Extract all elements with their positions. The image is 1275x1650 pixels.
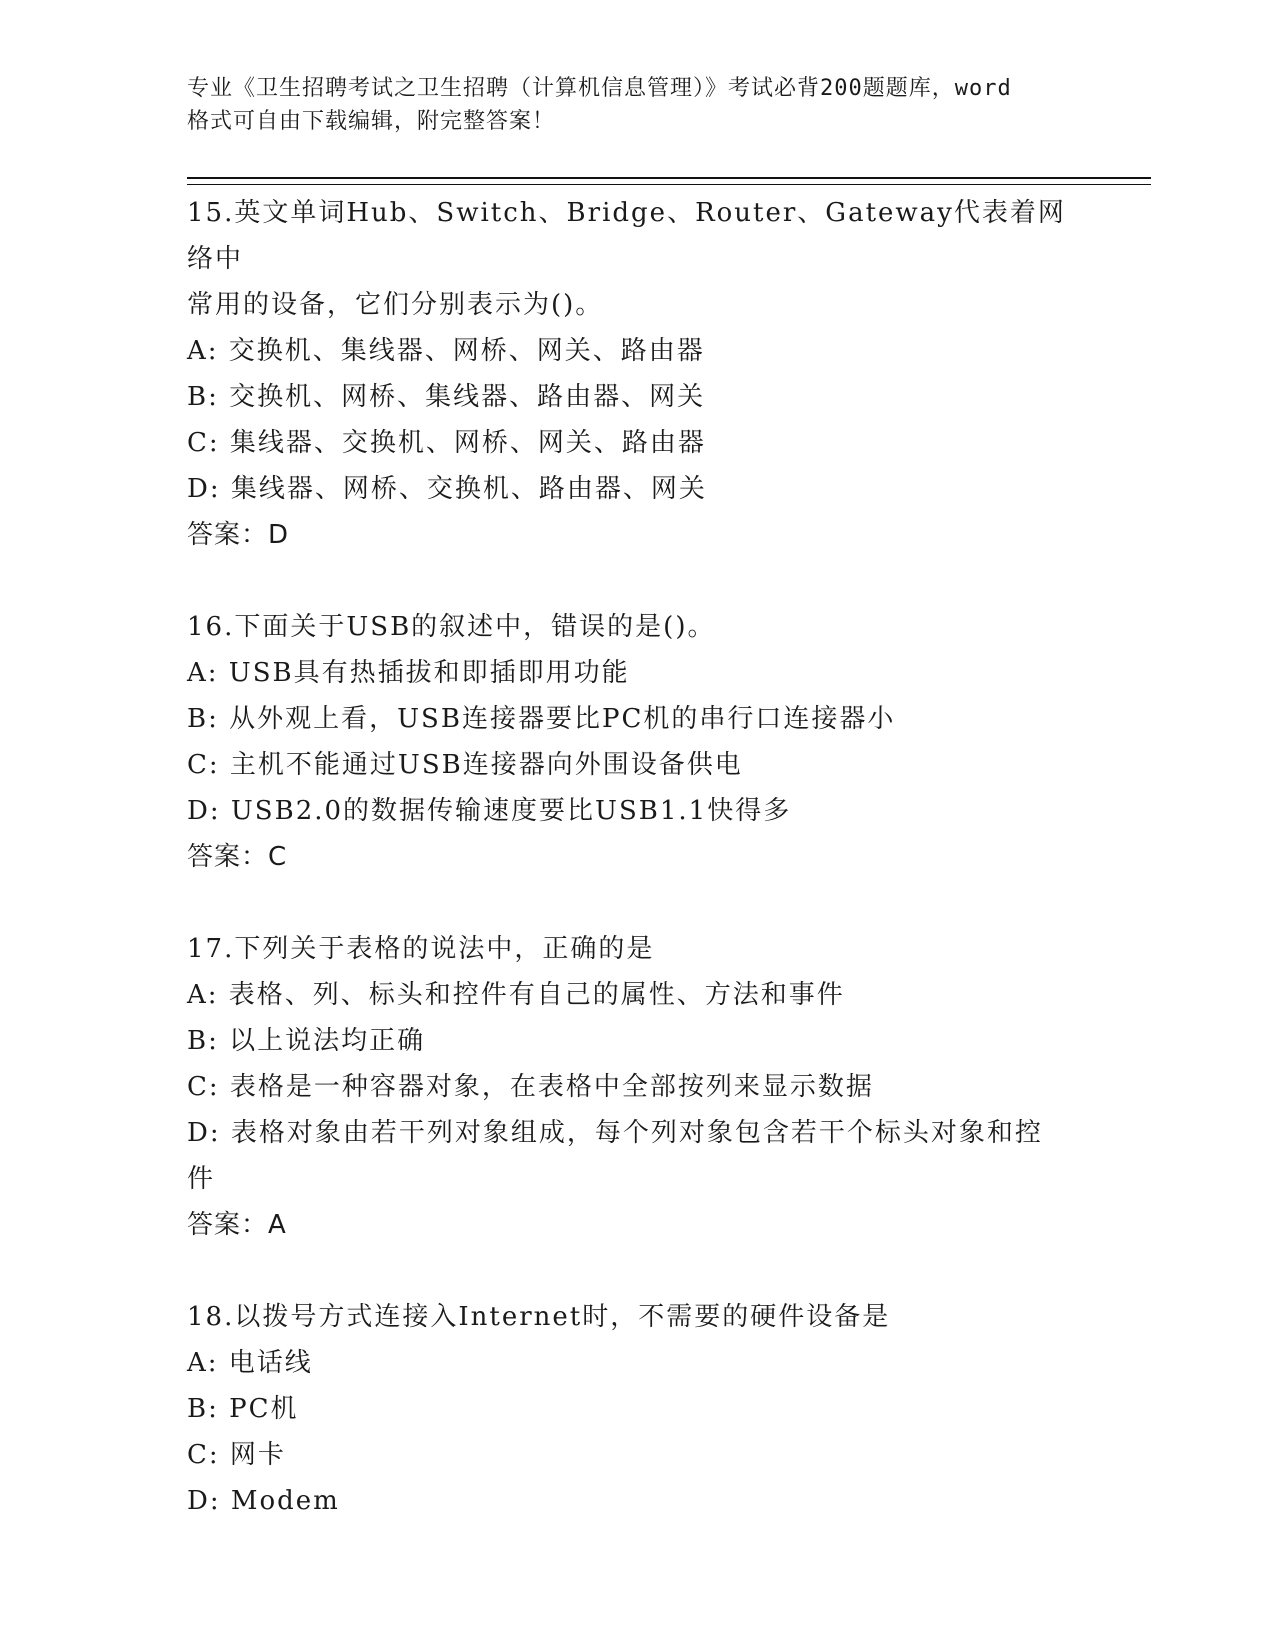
option-d: D: Modem (187, 1486, 340, 1516)
option-c: C: 网卡 (187, 1440, 286, 1470)
question-list (187, 190, 1087, 1524)
option-a: A: USB具有热插拔和即插即用功能 (187, 658, 630, 688)
question-stem: 16.下面关于USB的叙述中，错误的是()。 (187, 612, 716, 642)
question-16 (187, 604, 1087, 880)
question-18 (187, 1294, 1087, 1524)
option-c: C: 集线器、交换机、网桥、网关、路由器 (187, 428, 706, 458)
option-b: B: 交换机、网桥、集线器、路由器、网关 (187, 382, 706, 412)
document-header (187, 72, 1087, 138)
option-d: D: 表格对象由若干列对象组成，每个列对象包含若干个标头对象和控 (187, 1118, 1043, 1148)
header-line-2: 格式可自由下载编辑，附完整答案！ (187, 109, 556, 134)
spacer (187, 880, 1087, 926)
header-divider-thick (187, 177, 1151, 179)
question-stem: 15.英文单词Hub、Switch、Bridge、Router、Gateway代表着网络中 (187, 198, 1066, 274)
question-stem: 17.下列关于表格的说法中，正确的是 (187, 934, 655, 964)
option-d: D: 集线器、网桥、交换机、路由器、网关 (187, 474, 707, 504)
option-b: B: 从外观上看，USB连接器要比PC机的串行口连接器小 (187, 704, 896, 734)
option-b: B: 以上说法均正确 (187, 1026, 426, 1056)
question-17 (187, 926, 1087, 1248)
option-a: A: 交换机、集线器、网桥、网关、路由器 (187, 336, 705, 366)
answer-line: 答案：D (187, 520, 290, 550)
option-d-continued: 件 (187, 1164, 216, 1194)
header-divider-thin (187, 184, 1151, 185)
spacer (187, 558, 1087, 604)
answer-line: 答案：A (187, 1210, 287, 1240)
option-c: C: 表格是一种容器对象，在表格中全部按列来显示数据 (187, 1072, 874, 1102)
question-15 (187, 190, 1087, 558)
answer-line: 答案：C (187, 842, 288, 872)
question-stem-continued: 常用的设备，它们分别表示为()。 (187, 290, 604, 320)
question-stem: 18.以拨号方式连接入Internet时，不需要的硬件设备是 (187, 1302, 891, 1332)
option-c: C: 主机不能通过USB连接器向外围设备供电 (187, 750, 743, 780)
option-a: A: 电话线 (187, 1348, 313, 1378)
option-d: D: USB2.0的数据传输速度要比USB1.1快得多 (187, 796, 792, 826)
header-line-1: 专业《卫生招聘考试之卫生招聘（计算机信息管理）》考试必背200题题库，word (187, 76, 1012, 101)
option-b: B: PC机 (187, 1394, 299, 1424)
spacer (187, 1248, 1087, 1294)
option-a: A: 表格、列、标头和控件有自己的属性、方法和事件 (187, 980, 845, 1010)
